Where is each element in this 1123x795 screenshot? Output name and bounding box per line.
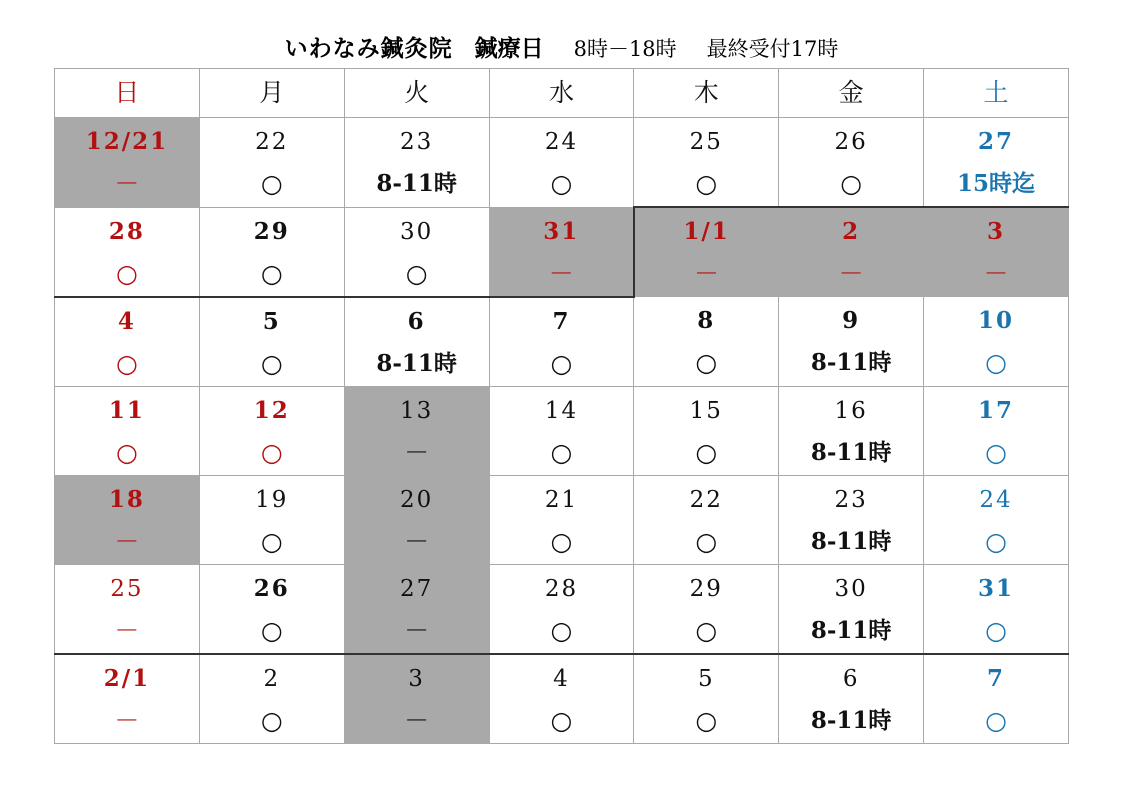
status-mark: ○	[985, 615, 1007, 645]
status-mark: －	[548, 258, 574, 288]
day-number: 15	[689, 397, 723, 424]
status-mark: ○	[260, 348, 283, 378]
day-number: 25	[689, 129, 723, 155]
status-mark: ○	[550, 526, 573, 556]
day-number: 20	[399, 486, 434, 513]
day-number: 4	[553, 665, 570, 692]
status-mark: 8-11時	[810, 438, 892, 466]
status-mark: －	[694, 259, 720, 288]
calendar-day-cell	[924, 475, 1069, 564]
day-number: 8	[697, 307, 716, 334]
status-mark: ○	[550, 437, 573, 467]
calendar-day-cell	[634, 654, 779, 744]
calendar-day-cell	[924, 654, 1069, 744]
day-number: 12	[253, 396, 290, 424]
status-mark: ○	[695, 437, 718, 467]
day-number: 28	[544, 575, 579, 602]
calendar-day-cell	[344, 564, 489, 654]
day-number: 6	[842, 665, 860, 692]
weekday-wed: 水	[489, 69, 634, 118]
status-mark: ○	[550, 615, 573, 645]
weekday-sun: 日	[55, 69, 200, 118]
week-row	[55, 475, 1069, 564]
status-mark: 8-11時	[376, 170, 457, 197]
day-number: 9	[842, 307, 861, 334]
day-number: 25	[110, 575, 144, 602]
calendar-day-cell	[634, 297, 779, 387]
day-number: 13	[399, 397, 434, 424]
calendar-day-cell	[199, 297, 344, 387]
day-number: 17	[978, 396, 1015, 424]
weekday-fri: 金	[779, 69, 924, 118]
week-row	[55, 297, 1069, 387]
day-number: 19	[255, 486, 289, 513]
weekday-thu: 木	[634, 69, 779, 118]
status-mark: ○	[260, 705, 283, 735]
calendar-day-cell	[779, 297, 924, 387]
status-mark: －	[114, 705, 140, 735]
status-mark: ○	[985, 348, 1007, 377]
calendar-day-cell	[344, 386, 489, 475]
day-number: 22	[255, 129, 289, 155]
calendar-day-cell	[924, 118, 1069, 208]
calendar-day-cell	[924, 207, 1069, 297]
calendar-day-cell	[199, 475, 344, 564]
status-mark: －	[404, 526, 430, 556]
clinic-name: いわなみ鍼灸院	[284, 35, 453, 62]
day-number: 30	[399, 218, 434, 245]
calendar-day-cell	[779, 118, 924, 208]
status-mark: －	[114, 169, 140, 198]
calendar-day-cell	[55, 564, 200, 654]
day-number: 30	[834, 575, 868, 602]
status-mark: －	[114, 615, 140, 645]
week-row	[55, 118, 1069, 208]
status-mark: －	[404, 437, 430, 467]
day-number: 27	[978, 128, 1015, 155]
day-number: 5	[262, 307, 281, 335]
status-mark: 8-11時	[810, 706, 892, 734]
status-mark: 8-11時	[810, 349, 892, 376]
calendar-day-cell	[779, 475, 924, 564]
calendar-day-cell	[489, 475, 634, 564]
status-mark: ○	[260, 258, 283, 288]
day-number: 5	[697, 665, 715, 692]
day-number: 11	[108, 396, 145, 424]
weekday-header-row	[55, 69, 1069, 118]
calendar-table	[54, 68, 1069, 744]
status-mark: －	[838, 259, 864, 288]
weekday-tue: 火	[344, 69, 489, 118]
calendar-day-cell	[634, 475, 779, 564]
status-mark: ○	[695, 705, 718, 735]
status-mark: －	[404, 705, 430, 735]
day-number: 31	[978, 574, 1015, 602]
status-mark: 8-11時	[376, 349, 457, 377]
calendar-day-cell	[489, 386, 634, 475]
day-number: 18	[108, 485, 145, 513]
week-row	[55, 564, 1069, 654]
calendar-day-cell	[344, 475, 489, 564]
status-mark: ○	[985, 526, 1007, 556]
title-label: 鍼療日	[474, 35, 544, 62]
day-number: 7	[552, 307, 571, 335]
day-number: 23	[834, 486, 868, 513]
day-number: 10	[978, 307, 1015, 334]
status-mark: 15時迄	[957, 170, 1036, 197]
calendar-day-cell	[489, 207, 634, 297]
status-mark: ○	[260, 615, 283, 645]
calendar-day-cell	[55, 475, 200, 564]
calendar-day-cell	[199, 207, 344, 297]
status-mark: ○	[695, 348, 718, 377]
day-number: 14	[544, 397, 579, 424]
calendar-day-cell	[489, 118, 634, 208]
status-mark: ○	[695, 615, 718, 645]
day-number: 2	[263, 665, 281, 692]
calendar-day-cell	[924, 297, 1069, 387]
status-mark: －	[404, 615, 430, 645]
day-number: 26	[834, 129, 868, 155]
day-number: 26	[253, 574, 290, 602]
calendar-day-cell	[199, 564, 344, 654]
calendar-day-cell	[924, 386, 1069, 475]
calendar-day-cell	[779, 654, 924, 744]
calendar-day-cell	[344, 654, 489, 744]
status-mark: ○	[405, 258, 428, 288]
calendar-day-cell	[779, 207, 924, 297]
status-mark: 8-11時	[810, 616, 892, 644]
calendar-day-cell	[634, 564, 779, 654]
last-reception: 最終受付17時	[706, 37, 839, 61]
weekday-sat: 土	[924, 69, 1069, 118]
calendar-day-cell	[344, 297, 489, 387]
status-mark: ○	[695, 526, 718, 556]
business-hours: 8時－18時	[573, 37, 677, 61]
status-mark: ○	[116, 348, 138, 378]
status-mark: －	[983, 259, 1009, 288]
calendar-day-cell	[55, 118, 200, 208]
calendar-day-cell	[199, 386, 344, 475]
calendar-day-cell	[924, 564, 1069, 654]
calendar-day-cell	[199, 654, 344, 744]
calendar-day-cell	[344, 118, 489, 208]
day-number: 1/1	[683, 218, 730, 245]
calendar-day-cell	[779, 386, 924, 475]
day-number: 24	[979, 486, 1013, 513]
day-number: 27	[399, 575, 434, 602]
status-mark: ○	[260, 437, 283, 467]
day-number: 23	[399, 129, 434, 155]
calendar-day-cell	[489, 564, 634, 654]
calendar-day-cell	[634, 118, 779, 208]
week-row	[55, 654, 1069, 744]
calendar-day-cell	[489, 297, 634, 387]
calendar-day-cell	[199, 118, 344, 208]
day-number: 22	[689, 486, 723, 513]
status-mark: 8-11時	[810, 527, 892, 555]
day-number: 31	[543, 217, 580, 245]
status-mark: ○	[985, 705, 1007, 735]
day-number: 29	[689, 575, 723, 602]
status-mark: ○	[260, 169, 283, 198]
day-number: 29	[253, 217, 290, 245]
status-mark: ○	[116, 437, 138, 467]
calendar-day-cell	[55, 386, 200, 475]
week-row	[55, 207, 1069, 297]
day-number: 3	[987, 218, 1006, 245]
status-mark: ○	[260, 526, 283, 556]
day-number: 7	[987, 664, 1006, 692]
weekday-mon: 月	[199, 69, 344, 118]
day-number: 28	[108, 217, 145, 245]
day-number: 4	[117, 307, 136, 335]
day-number: 12/21	[85, 128, 169, 155]
status-mark: ○	[840, 169, 863, 198]
calendar-day-cell	[779, 564, 924, 654]
calendar-day-cell	[55, 207, 200, 297]
page-title	[0, 30, 1123, 63]
calendar-day-cell	[344, 207, 489, 297]
status-mark: ○	[550, 169, 573, 198]
status-mark: ○	[985, 437, 1007, 467]
day-number: 3	[408, 665, 425, 692]
calendar-day-cell	[55, 654, 200, 744]
status-mark: ○	[116, 258, 138, 288]
calendar-day-cell	[489, 654, 634, 744]
day-number: 16	[834, 397, 868, 424]
day-number: 21	[544, 486, 579, 513]
status-mark: ○	[550, 705, 573, 735]
status-mark: －	[114, 526, 140, 556]
day-number: 2	[842, 218, 861, 245]
day-number: 2/1	[103, 664, 151, 692]
status-mark: ○	[695, 169, 718, 198]
calendar-day-cell	[55, 297, 200, 387]
week-row	[55, 386, 1069, 475]
calendar-day-cell	[634, 386, 779, 475]
day-number: 6	[407, 307, 426, 335]
status-mark: ○	[550, 348, 573, 378]
calendar-day-cell	[634, 207, 779, 297]
day-number: 24	[544, 129, 579, 155]
